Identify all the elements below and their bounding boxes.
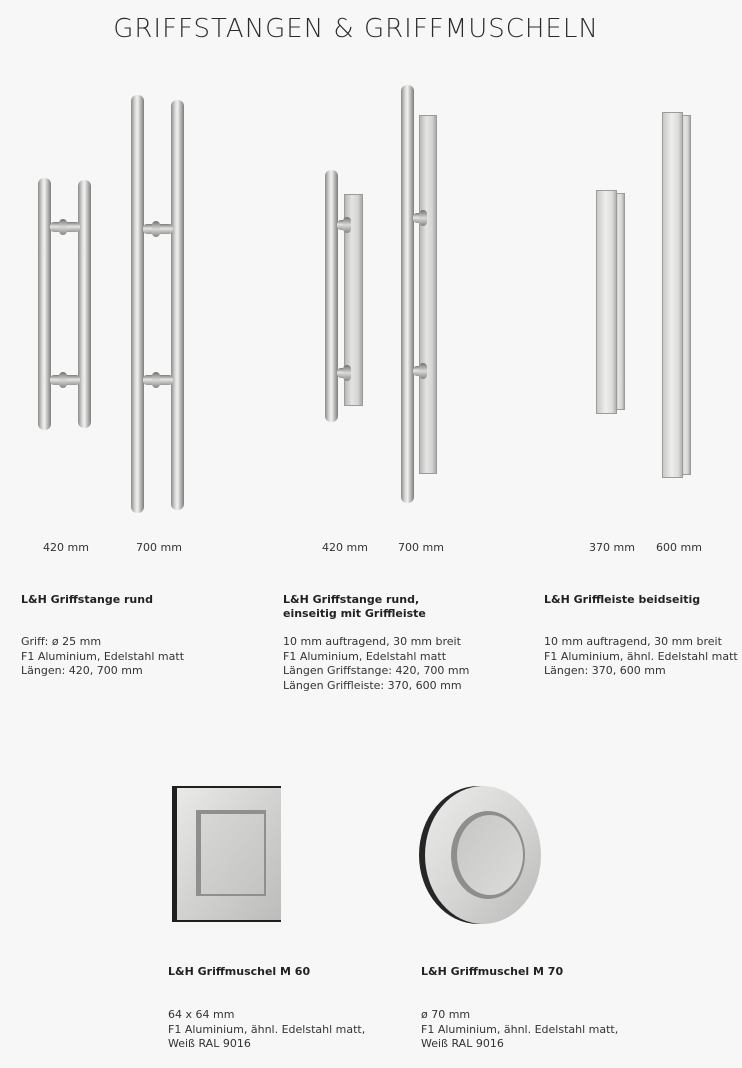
standoff-knob	[59, 372, 67, 388]
handle-bar-700	[401, 85, 414, 503]
length-label: 420 mm	[322, 541, 368, 554]
product-image-griffmuschel-m70	[418, 784, 544, 926]
handle-bar-700-right	[171, 100, 184, 510]
product-image-griffstange-griffleiste	[315, 80, 445, 520]
length-label: 420 mm	[43, 541, 89, 554]
handle-bar-700-left	[131, 95, 144, 513]
product-specs: 64 x 64 mm F1 Aluminium, ähnl. Edelstahl matt, Weiß RAL 9016	[168, 1008, 366, 1050]
handle-bar-420-left	[38, 178, 51, 430]
standoff-knob	[343, 365, 351, 381]
standoff-knob	[343, 217, 351, 233]
product-name: L&H Griffmuschel M 70	[421, 965, 564, 978]
product-specs: ø 70 mm F1 Aluminium, ähnl. Edelstahl matt, Weiß RAL 9016	[421, 1008, 619, 1050]
product-name: L&H Griffstange rund	[21, 593, 153, 606]
product-name: L&H Griffleiste beidseitig	[544, 593, 701, 606]
standoff-knob	[152, 372, 160, 388]
length-label: 370 mm	[589, 541, 635, 554]
product-image-griffmuschel-m60	[170, 785, 282, 923]
standoff-knob	[419, 210, 427, 226]
flat-bar-370-front	[596, 190, 617, 414]
product-specs: 10 mm auftragend, 30 mm breit F1 Aluminium, Edelstahl matt Längen Griffstange: 420, 700 mm Längen Griffleiste: 370, 600 mm	[283, 635, 470, 692]
length-label: 700 mm	[398, 541, 444, 554]
product-specs: 10 mm auftragend, 30 mm breit F1 Aluminium, ähnl. Edelstahl matt Längen: 370, 600 mm	[544, 635, 738, 677]
length-label: 700 mm	[136, 541, 182, 554]
product-name: L&H Griffmuschel M 60	[168, 965, 311, 978]
flat-bar-600-front	[662, 112, 683, 478]
m60-recess	[201, 814, 264, 894]
product-image-griffstange-rund	[30, 85, 200, 525]
product-image-griffleiste-beidseitig	[590, 105, 700, 485]
product-specs: Griff: ø 25 mm F1 Aluminium, Edelstahl matt Längen: 420, 700 mm	[21, 635, 185, 677]
flat-bar-600	[419, 115, 437, 474]
standoff-knob	[59, 219, 67, 235]
m70-recess	[457, 815, 523, 895]
standoff-knob	[152, 221, 160, 237]
standoff-knob	[419, 363, 427, 379]
handle-bar-420	[325, 170, 338, 422]
length-label: 600 mm	[656, 541, 702, 554]
product-name: L&H Griffstange rund, einseitig mit Griffleiste	[283, 593, 426, 620]
page-title: GRIFFSTANGEN & GRIFFMUSCHELN	[113, 14, 599, 44]
handle-bar-420-right	[78, 180, 91, 428]
